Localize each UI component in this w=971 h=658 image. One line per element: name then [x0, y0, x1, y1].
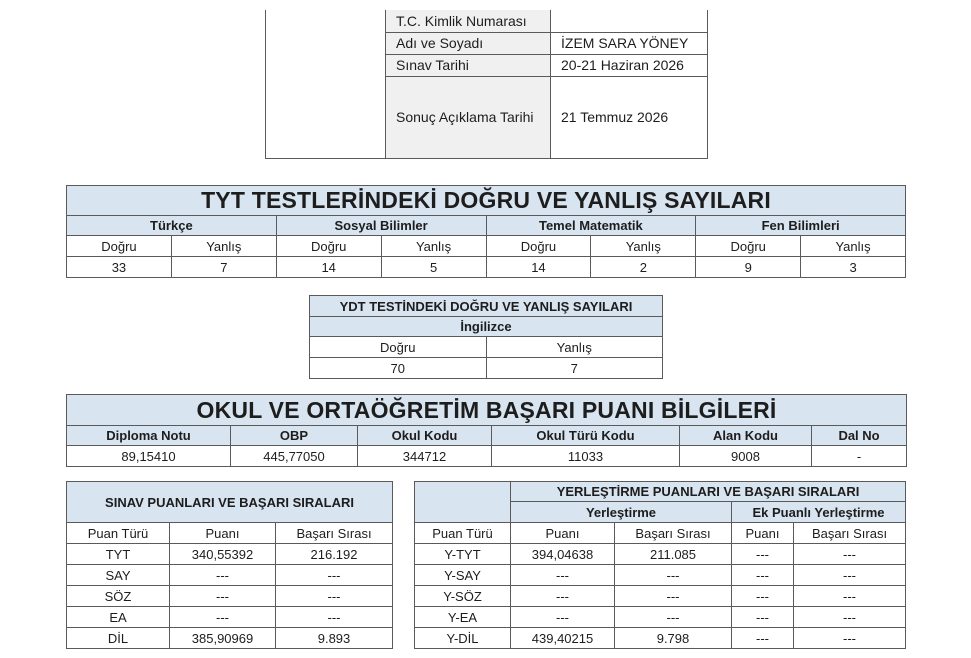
score-type: Y-DİL	[415, 628, 511, 649]
sinav-tarihi-label: Sınav Tarihi	[386, 54, 551, 76]
yerlestirme-group: Yerleştirme	[511, 502, 732, 523]
ingilizce-dogru: 70	[310, 358, 487, 379]
subject-turkce: Türkçe	[67, 216, 277, 236]
tc-kimlik-label: T.C. Kimlik Numarası	[386, 10, 551, 32]
dal-no-value: -	[812, 446, 907, 467]
score-type: Y-EA	[415, 607, 511, 628]
score-type: Y-SÖZ	[415, 586, 511, 607]
score-value: 340,55392	[170, 544, 276, 565]
dogru-header: Doğru	[276, 236, 381, 257]
sonuc-tarihi-value: 21 Temmuz 2026	[551, 76, 708, 158]
score-rank: ---	[276, 565, 393, 586]
okul-kodu-value: 344712	[358, 446, 492, 467]
turkce-dogru: 33	[67, 257, 172, 278]
dogru-header: Doğru	[696, 236, 801, 257]
score-rank: ---	[276, 586, 393, 607]
matematik-yanlis: 2	[591, 257, 696, 278]
puan-turu-header: Puan Türü	[415, 523, 511, 544]
obp-title: OKUL VE ORTAÖĞRETİM BAŞARI PUANI BİLGİLERİ	[67, 395, 907, 426]
diploma-notu-value: 89,15410	[67, 446, 231, 467]
score-value: ---	[511, 586, 615, 607]
ek-score-rank: ---	[794, 586, 906, 607]
basari-sirasi-header: Başarı Sırası	[615, 523, 732, 544]
score-rank: 216.192	[276, 544, 393, 565]
dogru-header: Doğru	[310, 337, 487, 358]
ek-score-rank: ---	[794, 628, 906, 649]
ek-puanli-group: Ek Puanlı Yerleştirme	[732, 502, 906, 523]
puani-header: Puanı	[170, 523, 276, 544]
ek-score-rank: ---	[794, 607, 906, 628]
score-rank: ---	[276, 607, 393, 628]
score-rank: ---	[615, 565, 732, 586]
score-rank: 9.893	[276, 628, 393, 649]
alan-kodu-value: 9008	[680, 446, 812, 467]
basari-sirasi-header: Başarı Sırası	[276, 523, 393, 544]
score-type: Y-SAY	[415, 565, 511, 586]
subject-ingilizce: İngilizce	[310, 317, 663, 337]
yanlis-header: Yanlış	[801, 236, 906, 257]
yanlis-header: Yanlış	[171, 236, 276, 257]
score-value: ---	[511, 565, 615, 586]
subject-fen: Fen Bilimleri	[696, 216, 906, 236]
ek-score-value: ---	[732, 607, 794, 628]
okul-kodu-header: Okul Kodu	[358, 426, 492, 446]
yanlis-header: Yanlış	[591, 236, 696, 257]
score-type: DİL	[67, 628, 170, 649]
score-rank: 9.798	[615, 628, 732, 649]
okul-turu-kodu-header: Okul Türü Kodu	[492, 426, 680, 446]
ad-soyad-value: İZEM SARA YÖNEY	[551, 32, 708, 54]
ad-soyad-label: Adı ve Soyadı	[386, 32, 551, 54]
alan-kodu-header: Alan Kodu	[680, 426, 812, 446]
score-value: ---	[170, 607, 276, 628]
tc-kimlik-value	[551, 10, 708, 32]
score-type: EA	[67, 607, 170, 628]
sosyal-dogru: 14	[276, 257, 381, 278]
ek-score-value: ---	[732, 586, 794, 607]
diploma-notu-header: Diploma Notu	[67, 426, 231, 446]
obp-header: OBP	[231, 426, 358, 446]
subject-matematik: Temel Matematik	[486, 216, 696, 236]
score-value: ---	[170, 586, 276, 607]
dogru-header: Doğru	[67, 236, 172, 257]
ydt-title: YDT TESTİNDEKİ DOĞRU VE YANLIŞ SAYILARI	[310, 296, 663, 317]
yerlestirme-title: YERLEŞTİRME PUANLARI VE BAŞARI SIRALARI	[511, 482, 906, 502]
score-value: ---	[511, 607, 615, 628]
ek-score-value: ---	[732, 544, 794, 565]
puani-header: Puanı	[511, 523, 615, 544]
score-value: 394,04638	[511, 544, 615, 565]
fen-dogru: 9	[696, 257, 801, 278]
ek-score-rank: ---	[794, 565, 906, 586]
subject-sosyal: Sosyal Bilimler	[276, 216, 486, 236]
yanlis-header: Yanlış	[381, 236, 486, 257]
puan-turu-header: Puan Türü	[67, 523, 170, 544]
yerlestirme-puanlari-table	[414, 481, 906, 649]
ek-score-value: ---	[732, 565, 794, 586]
ek-basari-sirasi-header: Başarı Sırası	[794, 523, 906, 544]
obp-value: 445,77050	[231, 446, 358, 467]
score-type: SAY	[67, 565, 170, 586]
score-rank: ---	[615, 607, 732, 628]
score-value: 439,40215	[511, 628, 615, 649]
obp-table	[66, 394, 907, 467]
ek-puani-header: Puanı	[732, 523, 794, 544]
score-rank: ---	[615, 586, 732, 607]
turkce-yanlis: 7	[171, 257, 276, 278]
tyt-title: TYT TESTLERİNDEKİ DOĞRU VE YANLIŞ SAYILARI	[67, 186, 906, 216]
yanlis-header: Yanlış	[486, 337, 663, 358]
matematik-dogru: 14	[486, 257, 591, 278]
sinav-tarihi-value: 20-21 Haziran 2026	[551, 54, 708, 76]
score-rank: 211.085	[615, 544, 732, 565]
score-value: 385,90969	[170, 628, 276, 649]
dogru-header: Doğru	[486, 236, 591, 257]
photo-area	[266, 10, 386, 158]
dal-no-header: Dal No	[812, 426, 907, 446]
score-value: ---	[170, 565, 276, 586]
sosyal-yanlis: 5	[381, 257, 486, 278]
ek-score-rank: ---	[794, 544, 906, 565]
fen-yanlis: 3	[801, 257, 906, 278]
sinav-puanlari-title: SINAV PUANLARI VE BAŞARI SIRALARI	[67, 482, 393, 523]
ingilizce-yanlis: 7	[486, 358, 663, 379]
tyt-table	[66, 185, 906, 278]
yerlestirme-corner	[415, 482, 511, 523]
score-type: Y-TYT	[415, 544, 511, 565]
okul-turu-kodu-value: 11033	[492, 446, 680, 467]
score-type: TYT	[67, 544, 170, 565]
identity-table	[265, 10, 708, 159]
sinav-puanlari-table	[66, 481, 393, 649]
score-type: SÖZ	[67, 586, 170, 607]
ydt-table	[309, 295, 663, 379]
ek-score-value: ---	[732, 628, 794, 649]
sonuc-tarihi-label: Sonuç Açıklama Tarihi	[386, 76, 551, 158]
